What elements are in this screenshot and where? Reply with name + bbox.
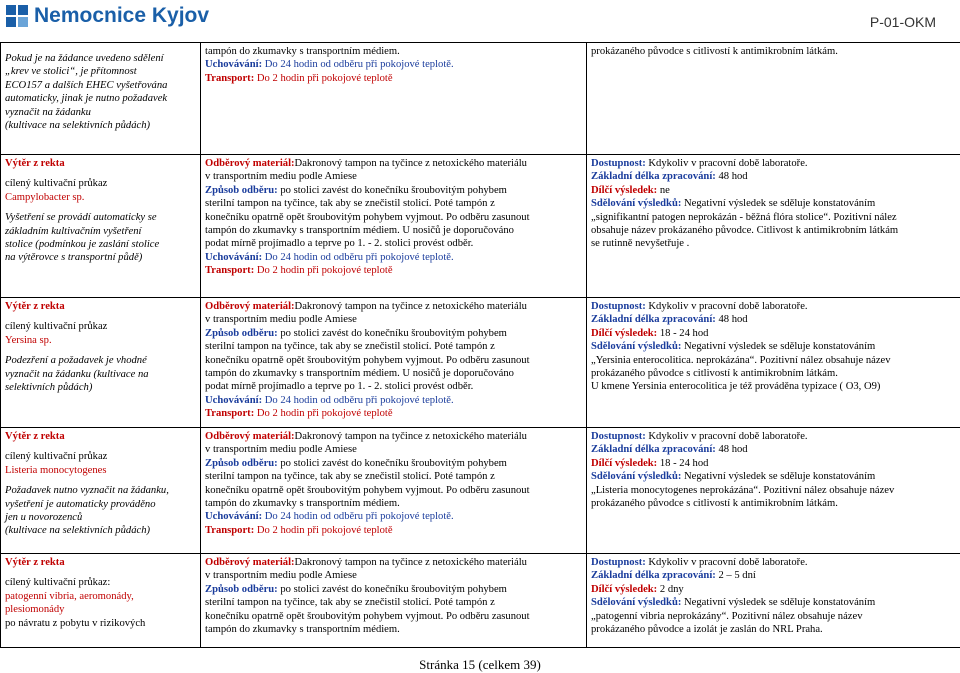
note-line: na výtěrovce s transportní půdě) [5, 252, 143, 264]
test-name: cílený kultivační průkaz [5, 321, 108, 333]
collection-cell [201, 43, 587, 155]
method-text: po stolici zavést do konečníku šroubovitým pohybem [277, 583, 507, 595]
material-text: Dakronový tampon na tyčince z netoxického materiálu [294, 557, 527, 568]
availability-text: Kdykoliv v pracovní době laboratoře. [645, 158, 808, 169]
tat-text: 48 hod [715, 171, 748, 183]
specimen-cell [1, 43, 201, 155]
specimen-title: Výtěr z rekta [5, 301, 65, 312]
note-line: „krev ve stolici“, je přítomnost [5, 66, 137, 78]
organism-name: Listeria monocytogenes [5, 464, 107, 476]
logo-text: Nemocnice Kyjov [34, 4, 210, 27]
result-cell [587, 298, 960, 428]
note-line: ECO157 a dalších EHEC vyšetřována [5, 79, 168, 91]
text-line: prokázaného původce s citlivostí k antimikrobním látkám. [591, 368, 838, 380]
partial-text: 18 - 24 hod [657, 327, 709, 339]
text-line: konečníku opatrně opět šroubovitým pohybem vyjmout. Po odběru zasunout [205, 354, 530, 366]
text-line: tampón do zkumavky s transportním médiem. [205, 624, 400, 636]
specimen-title: Výtěr z rekta [5, 557, 65, 568]
transport-text: Do 2 hodin při pokojové teplotě [254, 72, 393, 84]
transport-label: Transport: [205, 265, 255, 277]
test-name: cílený kultivační průkaz [5, 178, 108, 190]
tat-text: 2 – 5 dní [715, 570, 756, 582]
partial-text: ne [657, 184, 670, 196]
text-line: prokázaného původce s citlivostí k antimikrobním látkám. [591, 498, 838, 510]
text-line: tampón do zkumavky s transportním médiem. U nosičů je doporučováno [205, 225, 514, 237]
text-line: „Yersinia enterocolitica. neprokázána“. Pozitivní nález obsahuje název [591, 354, 891, 366]
specimen-cell [1, 428, 201, 554]
transport-text: Do 2 hodin při pokojové teplotě [254, 408, 393, 420]
note-line: (kultivace na selektivních půdách) [5, 525, 151, 537]
availability-label: Dostupnost: [591, 301, 646, 312]
organism-name: patogenní vibria, aeromonády, [5, 590, 134, 602]
tat-text: 48 hod [715, 444, 748, 456]
storage-text: Do 24 hodin od odběru při pokojové teplotě. [262, 59, 454, 71]
collection-cell [201, 428, 587, 554]
reporting-label: Sdělování výsledků: [591, 597, 682, 609]
text-line: „signifikantní patogen neprokázán - běžná flóra stolice“. Pozitivní nález [591, 211, 897, 223]
collection-cell [201, 155, 587, 298]
page-header [0, 0, 960, 42]
availability-label: Dostupnost: [591, 431, 646, 442]
text-line: tampón do zkumavky s transportním médiem. [205, 498, 400, 510]
note-line: (kultivace na selektivních půdách) [5, 120, 151, 132]
table-row [1, 43, 960, 155]
tat-label: Základní délka zpracování: [591, 314, 716, 326]
tat-label: Základní délka zpracování: [591, 171, 716, 183]
partial-label: Dílčí výsledek: [591, 327, 658, 339]
organism-name: Yersina sp. [5, 334, 52, 346]
specimen-title: Výtěr z rekta [5, 158, 65, 169]
test-name: cílený kultivační průkaz [5, 451, 108, 463]
note-line: jen u novorozenců [5, 512, 83, 524]
note-line: Pokud je na žádance uvedeno sdělení [5, 53, 164, 64]
availability-text: Kdykoliv v pracovní době laboratoře. [645, 301, 808, 312]
storage-label: Uchovávání: [205, 511, 263, 523]
text-line: sterilní tampon na tyčince, tak aby se znečistil stolicí. Poté tampón z [205, 341, 495, 353]
method-text: po stolici zavést do konečníku šroubovitým pohybem [277, 457, 507, 469]
partial-label: Dílčí výsledek: [591, 184, 658, 196]
method-label: Způsob odběru: [205, 457, 278, 469]
note-line: Vyšetření se provádí automaticky se [5, 212, 157, 224]
note-line: vyznačit na žádanku (kultivace na [5, 368, 149, 380]
table-row [1, 428, 960, 554]
text-line: prokázaného původce a izolát je zaslán do NRL Praha. [591, 624, 823, 636]
method-label: Způsob odběru: [205, 583, 278, 595]
specimen-cell [1, 554, 201, 648]
material-label: Odběrový materiál: [205, 431, 295, 442]
text-line: konečníku opatrně opět šroubovitým pohybem vyjmout. Po odběru zasunout [205, 610, 530, 622]
transport-label: Transport: [205, 408, 255, 420]
methods-table [0, 42, 960, 648]
reporting-label: Sdělování výsledků: [591, 341, 682, 353]
availability-label: Dostupnost: [591, 158, 646, 169]
method-label: Způsob odběru: [205, 184, 278, 196]
text-line: obsahuje název prokázaného původce. Citlivost k antimikrobním látkám [591, 225, 899, 237]
result-cell [587, 554, 960, 648]
note-line: stolice (podmínkou je zaslání stolice [5, 239, 160, 251]
text-line: „patogenní vibria neprokázány“. Pozitivní nález obsahuje název [591, 610, 863, 622]
method-text: po stolici zavést do konečníku šroubovitým pohybem [277, 184, 507, 196]
transport-text: Do 2 hodin při pokojové teplotě [254, 265, 393, 277]
material-label: Odběrový materiál: [205, 557, 295, 568]
material-label: Odběrový materiál: [205, 301, 295, 312]
text-line: sterilní tampon na tyčince, tak aby se znečistil stolicí. Poté tampón z [205, 597, 495, 609]
reporting-text: Negativní výsledek se sděluje konstatováním [681, 597, 876, 609]
result-cell [587, 155, 960, 298]
text-line: „Listeria monocytogenes neprokázána“. Pozitivní nález obsahuje název [591, 484, 895, 496]
document-code: P-01-OKM [869, 14, 936, 30]
note-line: vyznačit na žádanku [5, 106, 91, 118]
table-row [1, 298, 960, 428]
partial-text: 18 - 24 hod [657, 457, 709, 469]
note-line: základním kultivačním vyšetření [5, 225, 142, 237]
specimen-cell [1, 298, 201, 428]
material-text: Dakronový tampon na tyčince z netoxického materiálu [294, 158, 527, 169]
text-line: tampón do zkumavky s transportním médiem. U nosičů je doporučováno [205, 368, 514, 380]
note-line: po návratu z pobytu v rizikových [5, 617, 146, 629]
logo-icon [6, 5, 28, 27]
note-line: automaticky, jinak je nutno požadavek [5, 93, 168, 105]
text-line: U kmene Yersinia enterocolitica je též prováděna typizace ( O3, O9) [591, 381, 881, 393]
transport-label: Transport: [205, 524, 255, 536]
storage-text: Do 24 hodin od odběru při pokojové teplotě. [262, 251, 454, 263]
text-line: tampón do zkumavky s transportním médiem. [205, 46, 400, 57]
text-line: v transportním mediu podle Amiese [205, 570, 357, 582]
material-text: Dakronový tampon na tyčince z netoxického materiálu [294, 301, 527, 312]
reporting-text: Negativní výsledek se sděluje konstatováním [681, 471, 876, 483]
tat-label: Základní délka zpracování: [591, 444, 716, 456]
text-line: prokázaného původce s citlivostí k antimikrobním látkám. [591, 46, 838, 57]
collection-cell [201, 298, 587, 428]
note-line: Požadavek nutno vyznačit na žádanku, [5, 485, 169, 497]
availability-text: Kdykoliv v pracovní době laboratoře. [645, 431, 808, 442]
text-line: konečníku opatrně opět šroubovitým pohybem vyjmout. Po odběru zasunout [205, 211, 530, 223]
page-footer: Stránka 15 (celkem 39) [419, 657, 541, 672]
transport-text: Do 2 hodin při pokojové teplotě [254, 524, 393, 536]
test-name: cílený kultivační průkaz: [5, 577, 111, 589]
text-line: v transportním mediu podle Amiese [205, 171, 357, 183]
collection-cell [201, 554, 587, 648]
reporting-text: Negativní výsledek se sděluje konstatováním [681, 198, 876, 210]
availability-label: Dostupnost: [591, 557, 646, 568]
material-label: Odběrový materiál: [205, 158, 295, 169]
tat-label: Základní délka zpracování: [591, 570, 716, 582]
text-line: konečníku opatrně opět šroubovitým pohybem vyjmout. Po odběru zasunout [205, 484, 530, 496]
text-line: sterilní tampon na tyčince, tak aby se znečistil stolicí. Poté tampón z [205, 471, 495, 483]
text-line: podat mírně projímadlo a teprve po 1. - 2. stolici provést odběr. [205, 381, 474, 393]
storage-label: Uchovávání: [205, 394, 263, 406]
note-line: vyšetření je automaticky prováděno [5, 498, 156, 510]
result-cell [587, 428, 960, 554]
availability-text: Kdykoliv v pracovní době laboratoře. [645, 557, 808, 568]
material-text: Dakronový tampon na tyčince z netoxického materiálu [294, 431, 527, 442]
result-cell [587, 43, 960, 155]
storage-label: Uchovávání: [205, 251, 263, 263]
note-line: selektivních půdách) [5, 382, 93, 394]
table-row [1, 155, 960, 298]
storage-text: Do 24 hodin od odběru při pokojové teplotě. [262, 394, 454, 406]
partial-label: Dílčí výsledek: [591, 583, 658, 595]
reporting-label: Sdělování výsledků: [591, 198, 682, 210]
note-line: Podezření a požadavek je vhodné [5, 355, 147, 367]
reporting-text: Negativní výsledek se sděluje konstatováním [681, 341, 876, 353]
text-line: podat mírně projímadlo a teprve po 1. - 2. stolici provést odběr. [205, 238, 474, 250]
table-row [1, 554, 960, 648]
text-line: v transportním mediu podle Amiese [205, 444, 357, 456]
specimen-title: Výtěr z rekta [5, 431, 65, 442]
partial-label: Dílčí výsledek: [591, 457, 658, 469]
tat-text: 48 hod [715, 314, 748, 326]
storage-label: Uchovávání: [205, 59, 263, 71]
organism-name: Campylobacter sp. [5, 191, 85, 203]
specimen-cell [1, 155, 201, 298]
storage-text: Do 24 hodin od odběru při pokojové teplotě. [262, 511, 454, 523]
hospital-logo [6, 4, 209, 28]
partial-text: 2 dny [657, 583, 684, 595]
reporting-label: Sdělování výsledků: [591, 471, 682, 483]
organism-name: plesiomonády [5, 604, 65, 616]
method-text: po stolici zavést do konečníku šroubovitým pohybem [277, 327, 507, 339]
transport-label: Transport: [205, 72, 255, 84]
text-line: v transportním mediu podle Amiese [205, 314, 357, 326]
text-line: sterilní tampon na tyčince, tak aby se znečistil stolicí. Poté tampón z [205, 198, 495, 210]
text-line: se rutinně nevyšetřuje . [591, 238, 690, 250]
method-label: Způsob odběru: [205, 327, 278, 339]
